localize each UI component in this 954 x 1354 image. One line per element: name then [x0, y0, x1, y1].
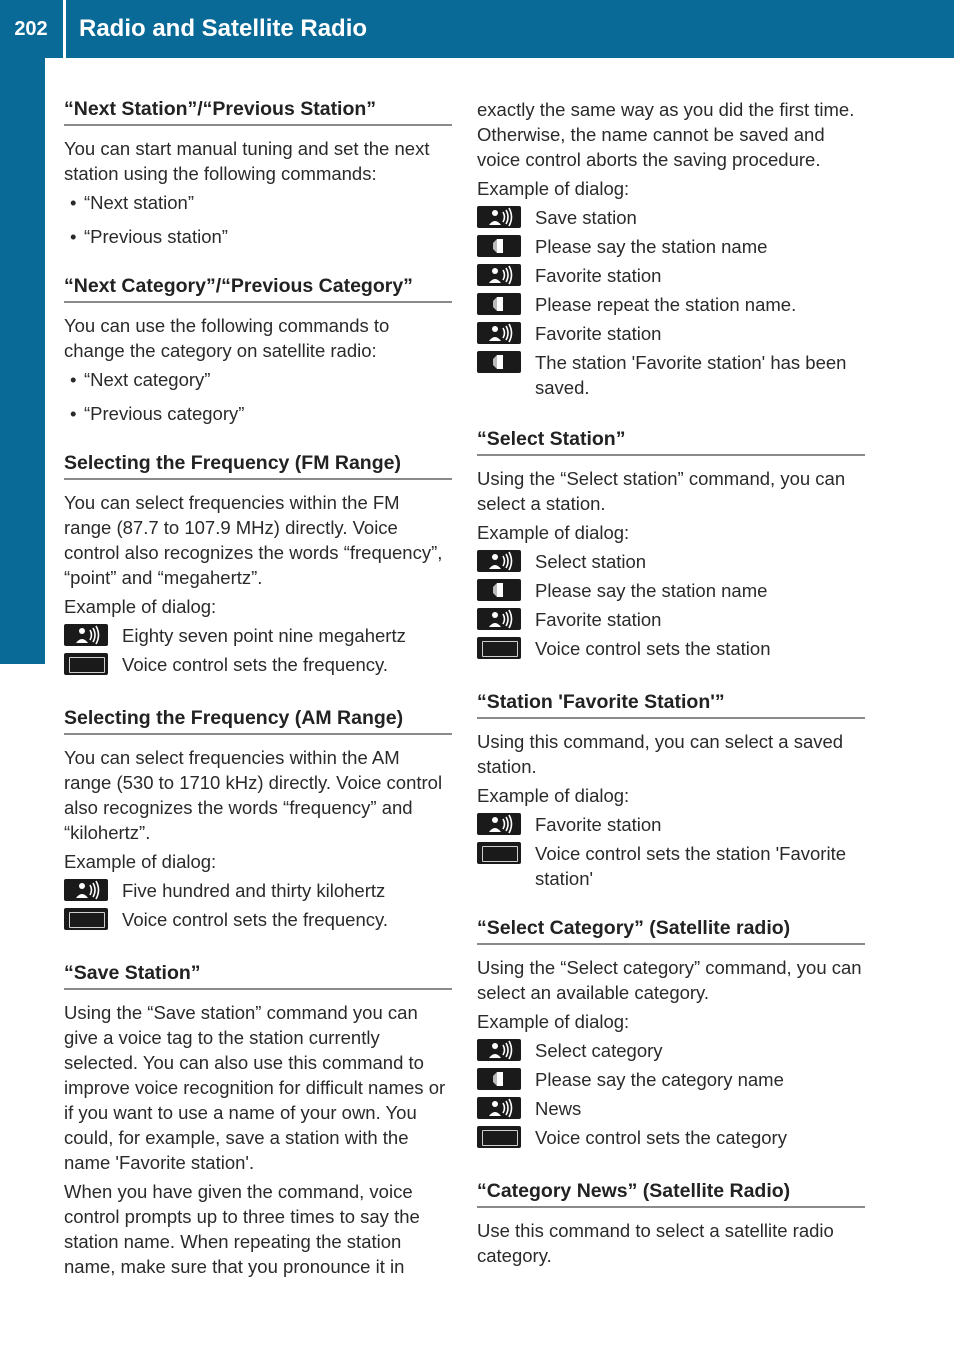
dialog-row [477, 607, 865, 636]
section-heading: Selecting the Frequency (AM Range) [64, 705, 452, 735]
dialog-row [477, 292, 865, 321]
display-screen-icon [477, 637, 521, 659]
section-fm-frequency [64, 450, 452, 681]
voice-input-icon [477, 1097, 521, 1119]
dialog-row [64, 652, 452, 681]
dialog-text: News [535, 1098, 582, 1119]
chapter-title: Radio and Satellite Radio [79, 15, 368, 42]
section-station-favorite [477, 689, 865, 891]
page-number: 202 [14, 17, 48, 40]
voice-input-icon [64, 879, 108, 901]
dialog-row [64, 907, 452, 936]
dialog-row [477, 636, 865, 665]
dialog-row [477, 578, 865, 607]
dialog-text: Favorite station [535, 323, 662, 344]
dialog-row [477, 234, 865, 263]
section-text: Use this command to select a satellite radio category. [477, 1220, 834, 1266]
section-text: Using the “Select station” command, you can select a station. [477, 468, 846, 514]
section-text: You can use the following commands to change the category on satellite radio: [64, 315, 390, 361]
dialog-row [477, 1125, 865, 1154]
bullet-icon: • [70, 369, 77, 390]
dialog-row [477, 321, 865, 350]
voice-input-icon [477, 550, 521, 572]
dialog-row [477, 549, 865, 578]
voice-input-icon [477, 322, 521, 344]
dialog-text: Voice control sets the category [535, 1127, 787, 1148]
speaker-output-icon [477, 293, 521, 315]
command-list [70, 367, 452, 426]
dialog-text: Save station [535, 207, 637, 228]
example-label: Example of dialog: [477, 785, 630, 806]
dialog-text: Five hundred and thirty kilohertz [122, 880, 386, 901]
dialog-row [477, 1096, 865, 1125]
dialog-text: Eighty seven point nine megahertz [122, 625, 406, 646]
display-screen-icon [477, 842, 521, 864]
speaker-output-icon [477, 351, 521, 373]
list-item: • “Previous station” [70, 226, 228, 247]
dialog-text: Please repeat the station name. [535, 294, 797, 315]
dialog-row [64, 623, 452, 652]
section-next-prev-category [64, 273, 452, 426]
dialog-text: Favorite station [535, 265, 662, 286]
dialog-row [477, 1067, 865, 1096]
section-next-prev-station [64, 96, 452, 249]
display-screen-icon [477, 1126, 521, 1148]
section-heading: Selecting the Frequency (FM Range) [64, 450, 452, 480]
dialog-text: The station 'Favorite station' has been saved. [535, 352, 847, 398]
section-heading: “Save Station” [64, 960, 452, 990]
dialog-row [477, 205, 865, 234]
section-text: Using the “Select category” command, you can select an available category. [477, 957, 862, 1003]
voice-input-icon [477, 206, 521, 228]
section-select-station [477, 426, 865, 665]
display-screen-icon [64, 908, 108, 930]
section-text: When you have given the command, voice control prompts up to three times to say the station name. When repeating the station name, make sure that you pronounce it in [64, 1181, 420, 1277]
section-save-station-cont [477, 97, 865, 400]
section-text: You can select frequencies within the AM range (530 to 1710 kHz) directly. Voice control also recognizes the words “frequency” and “kilohertz”. [64, 747, 443, 843]
example-label: Example of dialog: [477, 178, 630, 199]
section-category-news [477, 1178, 865, 1268]
dialog-text: Please say the category name [535, 1069, 784, 1090]
dialog-row [477, 263, 865, 292]
list-item: • “Next station” [70, 192, 195, 213]
section-heading: “Category News” (Satellite Radio) [477, 1178, 865, 1208]
header-divider [63, 0, 66, 58]
section-heading: “Next Category”/“Previous Category” [64, 273, 452, 303]
bullet-icon: • [70, 226, 77, 247]
dialog-text: Select station [535, 551, 647, 572]
bullet-icon: • [70, 192, 77, 213]
display-screen-icon [64, 653, 108, 675]
example-label: Example of dialog: [64, 851, 217, 872]
dialog-text: Voice control sets the frequency. [122, 909, 389, 930]
right-column [477, 97, 865, 1292]
section-select-category [477, 915, 865, 1154]
dialog-row [477, 350, 865, 400]
header-bar [0, 0, 954, 58]
dialog-text: Favorite station [535, 609, 662, 630]
command-list [70, 190, 452, 249]
left-column [64, 96, 452, 1303]
dialog-row [477, 812, 865, 841]
side-tab-label: Voice Control [12, 418, 43, 598]
voice-input-icon [477, 608, 521, 630]
example-label: Example of dialog: [477, 522, 630, 543]
section-heading: “Select Station” [477, 426, 865, 456]
list-item: • “Next category” [70, 369, 211, 390]
voice-input-icon [64, 624, 108, 646]
section-save-station [64, 960, 452, 1279]
section-heading: “Select Category” (Satellite radio) [477, 915, 865, 945]
dialog-text: Favorite station [535, 814, 662, 835]
dialog-row [64, 878, 452, 907]
dialog-row [477, 841, 865, 891]
bullet-icon: • [70, 403, 77, 424]
dialog-text: Please say the station name [535, 236, 768, 257]
dialog-text: Voice control sets the station 'Favorite station' [535, 843, 846, 889]
dialog-row [477, 1038, 865, 1067]
speaker-output-icon [477, 235, 521, 257]
example-label: Example of dialog: [477, 1011, 630, 1032]
voice-input-icon [477, 1039, 521, 1061]
speaker-output-icon [477, 1068, 521, 1090]
section-heading: “Next Station”/“Previous Station” [64, 96, 452, 126]
list-item: • “Previous category” [70, 403, 245, 424]
section-text: You can select frequencies within the FM range (87.7 to 107.9 MHz) directly. Voice control also recognizes the words “frequency”, “point” and “megahertz”. [64, 492, 443, 588]
example-label: Example of dialog: [64, 596, 217, 617]
dialog-text: Please say the station name [535, 580, 768, 601]
section-am-frequency [64, 705, 452, 936]
voice-input-icon [477, 813, 521, 835]
dialog-text: Voice control sets the station [535, 638, 771, 659]
section-text: Using the “Save station” command you can give a voice tag to the station currently selected. You can also use this command to improve voice recognition for difficult names or if you want to use a name of your own. You could, for example, save a station with the name 'Favorite station'. [64, 1002, 446, 1173]
section-heading: “Station 'Favorite Station'” [477, 689, 865, 719]
dialog-text: Select category [535, 1040, 663, 1061]
section-text: exactly the same way as you did the first time. Otherwise, the name cannot be saved and voice control aborts the saving procedure. [477, 99, 855, 170]
section-text: You can start manual tuning and set the next station using the following commands: [64, 138, 430, 184]
section-text: Using this command, you can select a saved station. [477, 731, 844, 777]
voice-input-icon [477, 264, 521, 286]
speaker-output-icon [477, 579, 521, 601]
dialog-text: Voice control sets the frequency. [122, 654, 389, 675]
